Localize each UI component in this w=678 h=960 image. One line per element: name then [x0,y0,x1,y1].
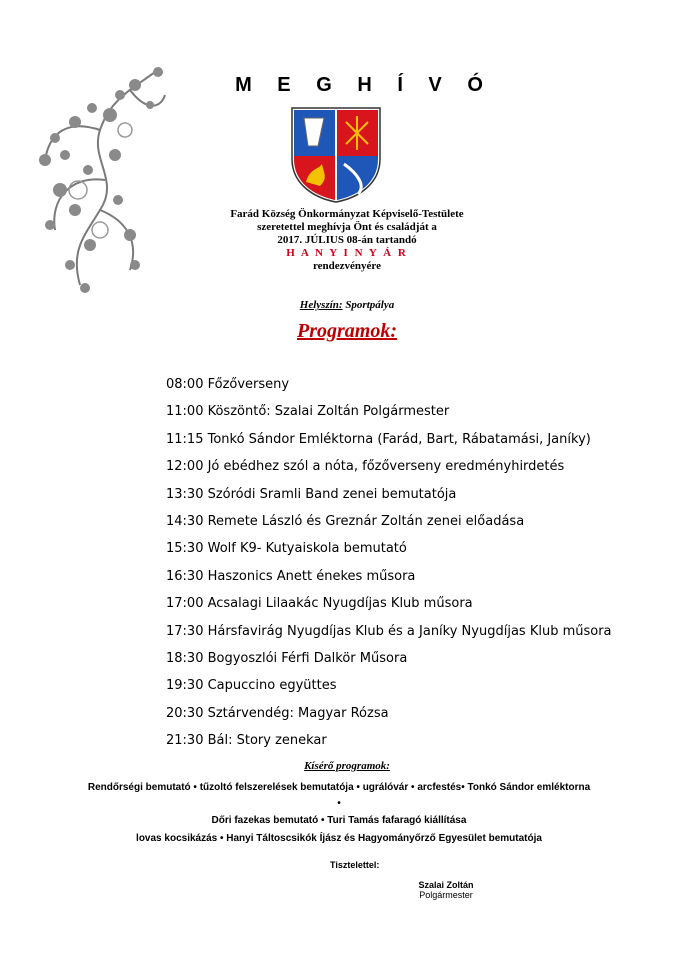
schedule-list [166,376,612,759]
venue-label: Helyszín: [299,299,343,311]
venue [0,299,678,311]
programs-heading: Programok: [297,320,397,342]
side-programs-line: lovas kocsikázás • Hanyi Táltoscsikók Íjász és Hagyományőrző Egyesület bemutatója [136,833,542,844]
schedule-item: 13:30 Szóródi Sramli Band zenei bemutatója [166,486,457,502]
venue-value: Sportpálya [342,299,395,311]
schedule-item: 15:30 Wolf K9- Kutyaiskola bemutató [166,541,407,557]
side-programs-line: • [337,798,341,809]
document-title: M E G H Í V Ó [235,74,493,96]
schedule-item: 17:30 Hársfavirág Nyugdíjas Klub és a Janíky Nyugdíjas Klub műsora [166,623,612,639]
signature-name: Szalai Zoltán [418,880,474,890]
schedule-item: 16:30 Haszonics Anett énekes műsora [166,568,416,584]
schedule-item: 12:00 Jó ebédhez szól a nóta, főzőverseny eredményhirdetés [166,459,565,475]
schedule-item: 11:15 Tonkó Sándor Emléktorna (Farád, Bart, Rábatamási, Janíky) [166,431,591,447]
coat-of-arms-image [288,104,384,204]
event-name: H A N Y I N Y Á R [286,247,408,259]
schedule-item: 21:30 Bál: Story zenekar [166,733,327,749]
schedule-item: 19:30 Capuccino együttes [166,678,337,694]
schedule-item: 20:30 Sztárvendég: Magyar Rózsa [166,705,389,721]
side-programs-line: Rendőrségi bemutató • tűzoltó felszerelések bemutatója • ugrálóvár • arcfestés• Tonkó Sándor emléktorna [87,782,591,793]
intro-line-5: rendezvényére [312,260,381,272]
schedule-item: 14:30 Remete László és Greznár Zoltán zenei előadása [166,513,525,529]
schedule-item: 17:00 Acsalagi Lilaakác Nyugdíjas Klub műsora [166,596,473,612]
schedule-item: 18:30 Bogyoszlói Férfi Dalkör Műsora [166,650,408,666]
intro-line-1: Farád Község Önkormányzat Képviselő-Testülete [230,208,464,220]
side-programs-heading: Kísérő programok: [304,760,390,772]
schedule-item: 11:00 Köszöntő: Szalai Zoltán Polgármester [166,404,450,420]
intro-line-3: 2017. JÚLIUS 08-án tartandó [277,234,417,246]
invitation-text [0,208,678,273]
signature-role: Polgármester [419,890,473,900]
closing-text: Tisztelettel: [330,860,380,870]
side-programs-line: Dőri fazekas bemutató • Turi Tamás fafaragó kiállítása [211,815,467,826]
schedule-item: 08:00 Főzőverseny [166,377,290,392]
intro-line-2: szeretettel meghívja Önt és családját a [257,221,437,233]
